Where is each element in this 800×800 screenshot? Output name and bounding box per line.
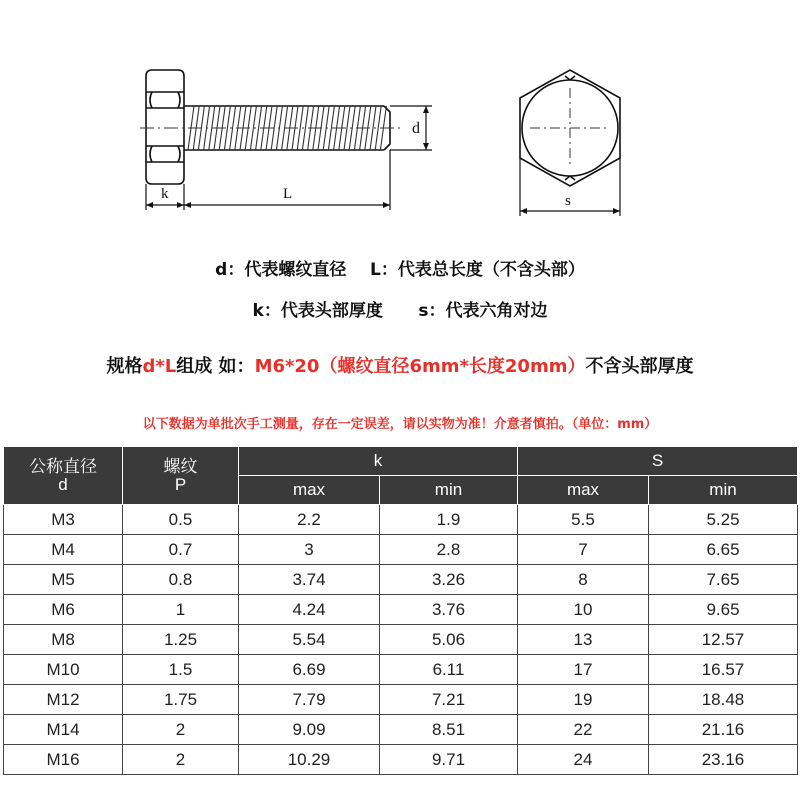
cell-k-min: 9.71 bbox=[380, 745, 518, 775]
cell-d: M6 bbox=[4, 595, 123, 625]
cell-s-min: 7.65 bbox=[649, 565, 798, 595]
spec-suffix: 组成 如： bbox=[176, 356, 255, 377]
cell-d: M4 bbox=[4, 535, 123, 565]
spec-example: M6*20（螺纹直径6mm*长度20mm） bbox=[254, 356, 586, 377]
header-diameter-top: 公称直径 bbox=[29, 456, 97, 476]
measurement-notice: 以下数据为单批次手工测量，存在一定误差，请以实物为准！介意者慎拍。（单位：mm） bbox=[142, 417, 658, 432]
cell-s-min: 21.16 bbox=[649, 715, 798, 745]
cell-p: 1 bbox=[123, 595, 239, 625]
spec-prefix: 规格 bbox=[106, 356, 143, 377]
cell-k-max: 10.29 bbox=[239, 745, 380, 775]
table-row bbox=[4, 685, 798, 715]
cell-d: M16 bbox=[4, 745, 123, 775]
cell-k-min: 6.11 bbox=[380, 655, 518, 685]
cell-k-min: 5.06 bbox=[380, 625, 518, 655]
cell-p: 0.8 bbox=[123, 565, 239, 595]
cell-k-min: 3.26 bbox=[380, 565, 518, 595]
cell-s-max: 8 bbox=[518, 565, 649, 595]
spec-description bbox=[0, 352, 800, 378]
dimension-d bbox=[390, 106, 432, 150]
spec-table bbox=[3, 446, 798, 775]
cell-s-min: 18.48 bbox=[649, 685, 798, 715]
cell-k-max: 3.74 bbox=[239, 565, 380, 595]
header-k-min: min bbox=[380, 476, 518, 505]
cell-d: M5 bbox=[4, 565, 123, 595]
cell-s-max: 22 bbox=[518, 715, 649, 745]
header-k-max: max bbox=[239, 476, 380, 505]
spec-formula: d*L bbox=[142, 356, 177, 377]
legend-line-1: d：代表螺纹直径 L：代表总长度（不含头部） bbox=[215, 260, 585, 280]
cell-k-min: 7.21 bbox=[380, 685, 518, 715]
cell-d: M8 bbox=[4, 625, 123, 655]
header-pitch-top: 螺纹 bbox=[163, 456, 198, 476]
cell-k-min: 3.76 bbox=[380, 595, 518, 625]
table-row bbox=[4, 595, 798, 625]
header-diameter-bottom: d bbox=[58, 474, 68, 494]
cell-s-max: 13 bbox=[518, 625, 649, 655]
cell-s-max: 19 bbox=[518, 685, 649, 715]
table-row bbox=[4, 505, 798, 535]
dimension-s-label: s bbox=[565, 193, 571, 209]
cell-k-max: 7.79 bbox=[239, 685, 380, 715]
dimension-d-label: d bbox=[412, 120, 420, 137]
cell-k-min: 8.51 bbox=[380, 715, 518, 745]
header-s: S bbox=[518, 447, 798, 476]
cell-p: 2 bbox=[123, 745, 239, 775]
cell-s-max: 24 bbox=[518, 745, 649, 775]
cell-k-min: 2.8 bbox=[380, 535, 518, 565]
header-s-min: min bbox=[649, 476, 798, 505]
cell-k-max: 9.09 bbox=[239, 715, 380, 745]
cell-s-min: 9.65 bbox=[649, 595, 798, 625]
dimension-L-label: L bbox=[283, 186, 293, 202]
table-row bbox=[4, 565, 798, 595]
header-pitch bbox=[123, 447, 239, 505]
table-row bbox=[4, 535, 798, 565]
cell-p: 0.5 bbox=[123, 505, 239, 535]
table-row bbox=[4, 745, 798, 775]
bolt-side-view bbox=[146, 70, 390, 184]
cell-s-max: 17 bbox=[518, 655, 649, 685]
cell-s-min: 16.57 bbox=[649, 655, 798, 685]
dimension-k-label: k bbox=[161, 186, 169, 202]
cell-d: M12 bbox=[4, 685, 123, 715]
cell-s-min: 6.65 bbox=[649, 535, 798, 565]
cell-s-min: 12.57 bbox=[649, 625, 798, 655]
header-diameter bbox=[4, 447, 123, 505]
cell-k-max: 6.69 bbox=[239, 655, 380, 685]
cell-d: M3 bbox=[4, 505, 123, 535]
cell-d: M14 bbox=[4, 715, 123, 745]
header-s-max: max bbox=[518, 476, 649, 505]
cell-k-max: 2.2 bbox=[239, 505, 380, 535]
cell-p: 1.75 bbox=[123, 685, 239, 715]
cell-p: 1.5 bbox=[123, 655, 239, 685]
cell-s-min: 23.16 bbox=[649, 745, 798, 775]
cell-s-min: 5.25 bbox=[649, 505, 798, 535]
cell-s-max: 7 bbox=[518, 535, 649, 565]
header-pitch-bottom: P bbox=[174, 474, 187, 494]
bolt-drawing bbox=[0, 0, 800, 230]
cell-p: 1.25 bbox=[123, 625, 239, 655]
header-k: k bbox=[239, 447, 518, 476]
cell-k-max: 5.54 bbox=[239, 625, 380, 655]
cell-p: 2 bbox=[123, 715, 239, 745]
table-row bbox=[4, 655, 798, 685]
spec-note: 不含头部厚度 bbox=[585, 356, 694, 377]
cell-p: 0.7 bbox=[123, 535, 239, 565]
table-row bbox=[4, 625, 798, 655]
cell-k-max: 3 bbox=[239, 535, 380, 565]
cell-d: M10 bbox=[4, 655, 123, 685]
cell-k-min: 1.9 bbox=[380, 505, 518, 535]
cell-s-max: 5.5 bbox=[518, 505, 649, 535]
legend-line-2: k：代表头部厚度 s：代表六角对边 bbox=[252, 301, 548, 321]
cell-k-max: 4.24 bbox=[239, 595, 380, 625]
cell-s-max: 10 bbox=[518, 595, 649, 625]
table-header-row bbox=[4, 447, 798, 476]
table-row bbox=[4, 715, 798, 745]
